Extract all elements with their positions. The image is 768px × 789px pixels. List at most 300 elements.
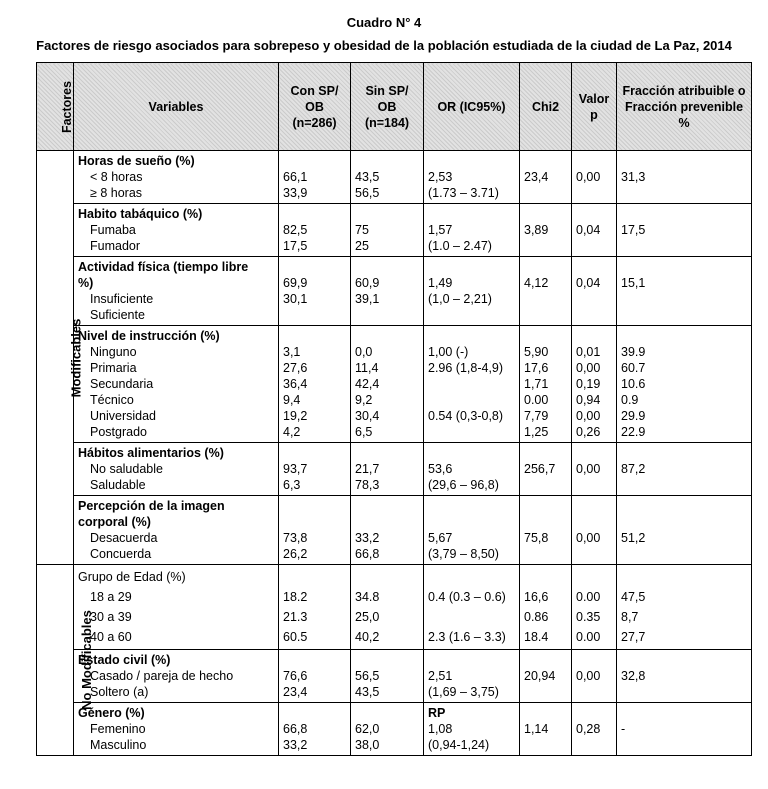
value: 17,5 (621, 223, 646, 237)
value (621, 307, 747, 323)
value (576, 153, 612, 169)
value (355, 514, 419, 530)
section-row (37, 496, 752, 565)
value (355, 206, 419, 222)
value (621, 684, 747, 700)
value: 5,67 (428, 531, 453, 545)
value: 0,00 (576, 170, 601, 184)
or-cell (424, 650, 520, 703)
value: 2.3 (1.6 – 3.3) (428, 630, 506, 644)
value (283, 153, 346, 169)
value (428, 652, 515, 668)
fraccion-cell (617, 496, 752, 565)
category-label: Masculino (90, 738, 147, 752)
value: 6,5 (355, 425, 373, 439)
value (576, 477, 612, 493)
section-label: Estado civil (%) (78, 653, 171, 667)
value: 6,3 (283, 478, 301, 492)
value: 1,00 (-) (428, 345, 469, 359)
value (524, 206, 567, 222)
value (576, 705, 612, 721)
value (428, 328, 515, 344)
value (524, 652, 567, 668)
value: 69,9 (283, 276, 308, 290)
value (283, 445, 346, 461)
value: 0,01 (576, 345, 601, 359)
header-row (37, 63, 752, 151)
value: 20,94 (524, 669, 556, 683)
value (576, 498, 612, 514)
value: 0,00 (576, 669, 601, 683)
con-sp-cell (279, 443, 351, 496)
value (621, 514, 747, 530)
value (428, 392, 515, 408)
value (524, 498, 567, 514)
value (283, 652, 346, 668)
value (621, 328, 747, 344)
header-con-sp: Con SP/ OB (n=286) (279, 63, 351, 151)
value (283, 498, 346, 514)
value (621, 259, 747, 275)
con-sp-cell (279, 650, 351, 703)
value: 43,5 (355, 170, 380, 184)
value: 56,5 (355, 186, 380, 200)
category-label: Fumaba (90, 223, 136, 237)
value: 10.6 (621, 377, 646, 391)
category-label: Ninguno (90, 345, 137, 359)
value (428, 567, 515, 587)
con-sp-cell (279, 565, 351, 650)
value: 0,0 (355, 345, 373, 359)
value: - (621, 722, 626, 736)
variables-cell (74, 204, 279, 257)
chi2-cell (520, 257, 572, 326)
section-row (37, 204, 752, 257)
risk-factors-table (36, 62, 752, 756)
value: 9,4 (283, 393, 301, 407)
or-cell (424, 257, 520, 326)
category-label: %) (78, 276, 94, 290)
value: 0.00 (576, 630, 601, 644)
value (428, 206, 515, 222)
category-label: Femenino (90, 722, 146, 736)
value (524, 546, 567, 562)
section-row (37, 650, 752, 703)
category-label: 18 a 29 (90, 590, 132, 604)
category-label: Insuficiente (90, 292, 154, 306)
or-cell (424, 496, 520, 565)
category-label: Suficiente (90, 308, 145, 322)
chi2-cell (520, 443, 572, 496)
value: 0,19 (576, 377, 601, 391)
value (355, 307, 419, 323)
value (524, 291, 567, 307)
value: 0,26 (576, 425, 601, 439)
con-sp-cell (279, 204, 351, 257)
value: 60.5 (283, 630, 308, 644)
value: 40,2 (355, 630, 380, 644)
value (524, 684, 567, 700)
con-sp-cell (279, 151, 351, 204)
value (621, 206, 747, 222)
value (428, 307, 515, 323)
value: 0,00 (576, 462, 601, 476)
value: 0,94 (576, 393, 601, 407)
table-caption-title: Factores de riesgo asociados para sobrepeso y obesidad de la población estudiada de la ciudad de La Paz, 2014 (36, 38, 732, 53)
group-modificables: Modificables (37, 151, 74, 565)
value: 31,3 (621, 170, 646, 184)
variables-cell (74, 151, 279, 204)
table-caption-number: Cuadro N° 4 (346, 15, 422, 30)
category-label: Soltero (a) (90, 685, 149, 699)
value (428, 445, 515, 461)
value (576, 238, 612, 254)
value: 5,90 (524, 345, 549, 359)
section-label: Grupo de Edad (%) (78, 570, 186, 584)
sin-sp-cell (351, 204, 424, 257)
fraccion-cell (617, 650, 752, 703)
value (524, 705, 567, 721)
value: 1,14 (524, 722, 549, 736)
value: 0,04 (576, 276, 601, 290)
value (576, 259, 612, 275)
value: 32,8 (621, 669, 646, 683)
value (621, 291, 747, 307)
value (524, 514, 567, 530)
con-sp-cell (279, 703, 351, 756)
value: 73,8 (283, 531, 308, 545)
value: 23,4 (283, 685, 308, 699)
value (621, 652, 747, 668)
section-row (37, 565, 752, 650)
chi2-cell (520, 204, 572, 257)
valor-p-cell (572, 326, 617, 443)
value (283, 514, 346, 530)
category-label: Saludable (90, 478, 146, 492)
category-label: corporal (%) (78, 515, 151, 529)
value (621, 498, 747, 514)
value (283, 705, 346, 721)
category-label: Universidad (90, 409, 157, 423)
value (355, 445, 419, 461)
value: 0.9 (621, 393, 639, 407)
con-sp-cell (279, 257, 351, 326)
variables-cell (74, 257, 279, 326)
value (524, 737, 567, 753)
value (576, 185, 612, 201)
value: 36,4 (283, 377, 308, 391)
value: (1.0 – 2.47) (428, 239, 492, 253)
variables-cell (74, 443, 279, 496)
value (621, 185, 747, 201)
chi2-cell (520, 565, 572, 650)
value: RP (428, 706, 446, 720)
sin-sp-cell (351, 151, 424, 204)
value: 33,2 (283, 738, 308, 752)
value: 1,25 (524, 425, 549, 439)
value (524, 259, 567, 275)
value (355, 567, 419, 587)
category-label: ≥ 8 horas (90, 186, 143, 200)
sin-sp-cell (351, 565, 424, 650)
chi2-cell (520, 496, 572, 565)
variables-cell (74, 703, 279, 756)
value (621, 737, 747, 753)
value: 30,4 (355, 409, 380, 423)
value: 26,2 (283, 547, 308, 561)
value (524, 477, 567, 493)
value (576, 546, 612, 562)
value: (1,69 – 3,75) (428, 685, 499, 699)
value (524, 567, 567, 587)
fraccion-cell (617, 151, 752, 204)
value (283, 259, 346, 275)
value: 66,8 (283, 722, 308, 736)
header-chi2: Chi2 (520, 63, 572, 151)
value (621, 567, 747, 587)
section-label: Género (%) (78, 706, 145, 720)
section-row (37, 257, 752, 326)
value: 25 (355, 239, 369, 253)
value (576, 737, 612, 753)
value: 66,1 (283, 170, 308, 184)
value (524, 328, 567, 344)
category-label: 30 a 39 (90, 610, 132, 624)
value: 62,0 (355, 722, 380, 736)
value: (29,6 – 96,8) (428, 478, 499, 492)
value: 66,8 (355, 547, 380, 561)
value: 22.9 (621, 425, 646, 439)
value: 75,8 (524, 531, 549, 545)
value (621, 705, 747, 721)
category-label: Concuerda (90, 547, 152, 561)
value: 16,6 (524, 590, 549, 604)
value: 17,6 (524, 361, 549, 375)
value (428, 424, 515, 440)
value: 0,00 (576, 361, 601, 375)
category-label: Fumador (90, 239, 141, 253)
or-cell (424, 326, 520, 443)
section-row (37, 443, 752, 496)
value: 76,6 (283, 669, 308, 683)
value (428, 607, 515, 627)
value (621, 238, 747, 254)
value: 21.3 (283, 610, 308, 624)
section-row (37, 151, 752, 204)
group-no-modificables: No Modificables (37, 565, 74, 756)
value: (0,94-1,24) (428, 738, 490, 752)
category-label: Primaria (90, 361, 137, 375)
value: 82,5 (283, 223, 308, 237)
value (621, 445, 747, 461)
value (283, 567, 346, 587)
valor-p-cell (572, 151, 617, 204)
value: 0,00 (576, 409, 601, 423)
value: 18.2 (283, 590, 308, 604)
sin-sp-cell (351, 443, 424, 496)
value: 78,3 (355, 478, 380, 492)
or-cell (424, 443, 520, 496)
value: 4,2 (283, 425, 301, 439)
sin-sp-cell (351, 703, 424, 756)
category-label: Secundaria (90, 377, 154, 391)
value: 27,7 (621, 630, 646, 644)
chi2-cell (520, 326, 572, 443)
section-label: Horas de sueño (%) (78, 154, 195, 168)
value (576, 652, 612, 668)
category-label: 40 a 60 (90, 630, 132, 644)
value: 39,1 (355, 292, 380, 306)
con-sp-cell (279, 496, 351, 565)
valor-p-cell (572, 650, 617, 703)
value: 17,5 (283, 239, 308, 253)
sin-sp-cell (351, 496, 424, 565)
fraccion-cell (617, 565, 752, 650)
value (621, 477, 747, 493)
value (283, 307, 346, 323)
valor-p-cell (572, 703, 617, 756)
chi2-cell (520, 703, 572, 756)
value: 8,7 (621, 610, 639, 624)
value: 1,08 (428, 722, 453, 736)
header-sin-sp: Sin SP/ OB (n=184) (351, 63, 424, 151)
or-cell (424, 565, 520, 650)
section-row (37, 326, 752, 443)
or-cell (424, 151, 520, 204)
value (355, 328, 419, 344)
value (576, 684, 612, 700)
value: 19,2 (283, 409, 308, 423)
header-factores: Factores (37, 63, 74, 151)
category-label: < 8 horas (90, 170, 143, 184)
value (524, 153, 567, 169)
sin-sp-cell (351, 326, 424, 443)
or-cell (424, 204, 520, 257)
value (576, 514, 612, 530)
section-label: Actividad física (tiempo libre (78, 260, 249, 274)
header-variables: Variables (74, 63, 279, 151)
value: 0,04 (576, 223, 601, 237)
value (576, 291, 612, 307)
value: 30,1 (283, 292, 308, 306)
value: 29.9 (621, 409, 646, 423)
value (524, 238, 567, 254)
valor-p-cell (572, 257, 617, 326)
value: 25,0 (355, 610, 380, 624)
variables-cell (74, 650, 279, 703)
category-label: No saludable (90, 462, 163, 476)
value: 53,6 (428, 462, 453, 476)
value: 42,4 (355, 377, 380, 391)
value (428, 514, 515, 530)
value: 1,57 (428, 223, 453, 237)
value (355, 652, 419, 668)
header-valor-p: Valor p (572, 63, 617, 151)
section-row (37, 703, 752, 756)
valor-p-cell (572, 565, 617, 650)
header-fraccion: Fracción atribuible o Fracción prevenible % (617, 63, 752, 151)
value (355, 498, 419, 514)
value: 0.35 (576, 610, 601, 624)
section-label: Nivel de instrucción (%) (78, 329, 220, 343)
valor-p-cell (572, 204, 617, 257)
value: 2,53 (428, 170, 453, 184)
value: 7,79 (524, 409, 549, 423)
fraccion-cell (617, 204, 752, 257)
chi2-cell (520, 650, 572, 703)
value: 34.8 (355, 590, 380, 604)
value: 9,2 (355, 393, 373, 407)
value (428, 153, 515, 169)
value (621, 153, 747, 169)
value: 0,00 (576, 531, 601, 545)
value: 47,5 (621, 590, 646, 604)
value (576, 328, 612, 344)
valor-p-cell (572, 443, 617, 496)
value: 1,71 (524, 377, 549, 391)
variables-cell (74, 496, 279, 565)
value: 1,49 (428, 276, 453, 290)
value: 0.00 (576, 590, 601, 604)
section-label: Hábitos alimentarios (%) (78, 446, 224, 460)
fraccion-cell (617, 443, 752, 496)
value: 15,1 (621, 276, 646, 290)
value: 33,2 (355, 531, 380, 545)
value: 0.00 (524, 393, 549, 407)
value: 38,0 (355, 738, 380, 752)
fraccion-cell (617, 703, 752, 756)
value (355, 259, 419, 275)
header-or: OR (IC95%) (424, 63, 520, 151)
section-label: Habito tabáquico (%) (78, 207, 203, 221)
category-label: Técnico (90, 393, 134, 407)
value (576, 206, 612, 222)
value: 0,28 (576, 722, 601, 736)
category-label: Postgrado (90, 425, 147, 439)
valor-p-cell (572, 496, 617, 565)
category-label: Casado / pareja de hecho (90, 669, 234, 683)
value: 256,7 (524, 462, 556, 476)
sin-sp-cell (351, 650, 424, 703)
value: 2.96 (1,8-4,9) (428, 361, 504, 375)
value (524, 307, 567, 323)
value (576, 445, 612, 461)
value: 0.54 (0,3-0,8) (428, 409, 504, 423)
value: 0.4 (0.3 – 0.6) (428, 590, 506, 604)
value (576, 567, 612, 587)
value (428, 259, 515, 275)
fraccion-cell (617, 326, 752, 443)
value (621, 546, 747, 562)
value: (3,79 – 8,50) (428, 547, 499, 561)
value: 27,6 (283, 361, 308, 375)
category-label: Desacuerda (90, 531, 158, 545)
con-sp-cell (279, 326, 351, 443)
value: (1,0 – 2,21) (428, 292, 492, 306)
value (524, 185, 567, 201)
value: 75 (355, 223, 369, 237)
value: 0.86 (524, 610, 549, 624)
sin-sp-cell (351, 257, 424, 326)
value (355, 705, 419, 721)
value: 3,1 (283, 345, 301, 359)
or-cell (424, 703, 520, 756)
section-label: Percepción de la imagen (78, 499, 225, 513)
fraccion-cell (617, 257, 752, 326)
value: 87,2 (621, 462, 646, 476)
value: 23,4 (524, 170, 549, 184)
value: 3,89 (524, 223, 549, 237)
